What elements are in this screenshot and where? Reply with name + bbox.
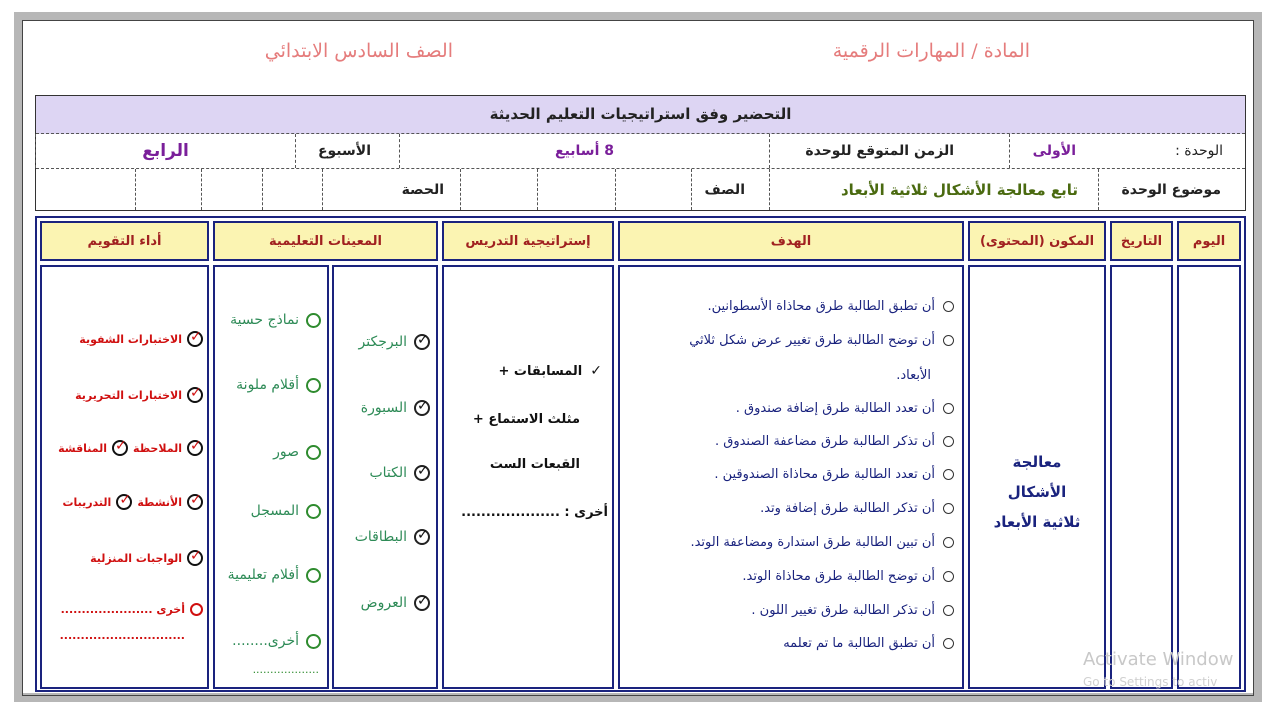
aid-item: المسجل <box>250 503 299 519</box>
checked-circle-icon <box>414 529 430 545</box>
goal-item: أن تطبق الطالبة طرق محاذاة الأسطوانين. <box>707 299 935 314</box>
strategy-other: أخرى : .................... <box>461 505 608 520</box>
date-cell <box>1110 265 1173 689</box>
class-cell-3 <box>460 169 537 210</box>
checked-circle-icon <box>187 550 203 566</box>
circle-icon <box>306 634 321 649</box>
class-cell-2 <box>537 169 615 210</box>
info-row-2 <box>36 169 1245 210</box>
checked-circle-icon <box>414 400 430 416</box>
class-cell-1 <box>615 169 691 210</box>
checked-circle-icon <box>414 595 430 611</box>
strategy-3: القبعات الست <box>489 457 580 472</box>
grade-title: الصف السادس الابتدائي <box>264 40 453 62</box>
eval-observation: الملاحظة <box>133 441 182 455</box>
component-cell <box>968 265 1106 689</box>
aid-checked-item: السبورة <box>360 400 407 416</box>
col-header-strategy: إستراتيجية التدريس <box>442 221 614 261</box>
checked-circle-icon <box>414 465 430 481</box>
goal-item: أن تطبق الطالبة ما تم تعلمه <box>783 636 935 651</box>
strategy-cell <box>442 265 614 689</box>
goal-bullet <box>943 571 954 582</box>
aid-checked-item: الكتاب <box>369 465 407 481</box>
col-header-component: المكون (المحتوى) <box>968 221 1106 261</box>
goal-item: أن توضح الطالبة طرق تغيير عرض شكل ثلاثي <box>689 333 935 348</box>
aids-checked-cell <box>332 265 438 689</box>
aid-checked-item: البرجكتر <box>358 334 407 350</box>
class-label: الصف <box>704 181 745 198</box>
eval-activities: الأنشطة <box>137 495 182 509</box>
checked-circle-icon <box>414 334 430 350</box>
unit-value: الأولى <box>1032 143 1076 159</box>
topic-label: موضوع الوحدة <box>1121 181 1221 198</box>
goals-cell <box>618 265 964 689</box>
eval-written: الاختبارات التحريرية <box>75 388 182 402</box>
aid-checked-item: البطاقات <box>354 529 407 545</box>
activation-watermark: Activate Window <box>1083 649 1234 670</box>
period-cell-1 <box>262 169 322 210</box>
topic-value: تابع معالجة الأشكال ثلاثية الأبعاد <box>840 180 1078 199</box>
col-header-day: اليوم <box>1177 221 1241 261</box>
goal-bullet <box>943 638 954 649</box>
aid-item: أقلام ملونة <box>236 377 299 393</box>
goal-bullet <box>943 503 954 514</box>
eval-dots: .............................. <box>59 629 185 642</box>
strategy-2: مثلث الاستماع + <box>472 412 580 427</box>
col-header-goal: الهدف <box>618 221 964 261</box>
aid-item: أفلام تعليمية <box>227 567 299 583</box>
col-header-date: التاريخ <box>1110 221 1173 261</box>
aids-circle-cell <box>213 265 329 689</box>
unit-label: الوحدة : <box>1175 143 1223 159</box>
evaluation-cell <box>40 265 209 689</box>
goal-item: أن توضح الطالبة طرق محاذاة الوتد. <box>742 569 935 584</box>
col-header-evaluation: أداء التقويم <box>40 221 209 261</box>
goal-bullet <box>943 335 954 346</box>
strategy-1: المسابقات + <box>498 363 583 379</box>
checked-circle-icon <box>187 440 203 456</box>
checked-circle-icon <box>116 494 132 510</box>
goal-bullet <box>943 605 954 616</box>
goal-item: أن تذكر الطالبة طرق تغيير اللون . <box>751 603 935 618</box>
eval-discussion: المناقشة <box>58 441 108 455</box>
goal-bullet <box>943 537 954 548</box>
activation-watermark-sub: Go to Settings to activ <box>1083 675 1218 689</box>
expected-time-value: 8 أسابيع <box>555 143 614 159</box>
goal-bullet <box>943 301 954 312</box>
week-value: الرابع <box>142 141 189 161</box>
goal-bullet <box>943 469 954 480</box>
eval-homework: الواجبات المنزلية <box>90 551 182 565</box>
circle-icon <box>306 504 321 519</box>
circle-icon <box>306 445 321 460</box>
col-header-aids: المعينات التعليمية <box>213 221 438 261</box>
period-cell-2 <box>201 169 262 210</box>
checked-circle-icon <box>187 387 203 403</box>
goal-item: أن تعدد الطالبة طرق محاذاة الصندوقين . <box>714 467 935 482</box>
checked-circle-icon <box>187 331 203 347</box>
circle-icon <box>306 378 321 393</box>
week-label: الأسبوع <box>317 143 371 159</box>
expected-time-label: الزمن المتوقع للوحدة <box>805 143 954 159</box>
period-cell-3 <box>135 169 201 210</box>
aid-item: صور <box>273 444 299 460</box>
circle-icon <box>190 603 203 616</box>
aid-checked-item: العروض <box>360 595 407 611</box>
info-row-1 <box>36 134 1245 169</box>
day-cell <box>1177 265 1241 689</box>
band-title: التحضير وفق استراتيجيات التعليم الحديثة <box>36 96 1245 134</box>
check-mark-icon: ✓ <box>590 363 602 379</box>
checked-circle-icon <box>112 440 128 456</box>
eval-oral: الاختبارات الشفوية <box>79 332 182 346</box>
aid-other: أخرى........ <box>232 633 299 649</box>
goal-item: أن تذكر الطالبة طرق مضاعفة الصندوق . <box>714 434 935 449</box>
aid-dots: ................... <box>252 663 319 676</box>
checked-circle-icon <box>187 494 203 510</box>
info-table <box>35 95 1246 211</box>
period-label: الحصة <box>401 181 444 198</box>
circle-icon <box>306 568 321 583</box>
period-cell-4 <box>35 169 135 210</box>
subject-title: المادة / المهارات الرقمية <box>832 40 1030 62</box>
goal-bullet <box>943 436 954 447</box>
aid-item: نماذج حسية <box>230 312 299 328</box>
component-value: معالجة الأشكال ثلاثية الأبعاد <box>993 453 1081 531</box>
eval-exercises: التدريبات <box>62 495 112 509</box>
goal-item: أن تذكر الطالبة طرق إضافة وتد. <box>760 501 935 516</box>
circle-icon <box>306 313 321 328</box>
goal-bullet <box>943 403 954 414</box>
eval-other: أخرى ...................... <box>60 603 185 616</box>
goal-item-continued: الأبعاد. <box>896 368 931 383</box>
goal-item: أن تبين الطالبة طرق استدارة ومضاعفة الوتد. <box>690 535 935 550</box>
goal-item: أن تعدد الطالبة طرق إضافة صندوق . <box>735 401 935 416</box>
